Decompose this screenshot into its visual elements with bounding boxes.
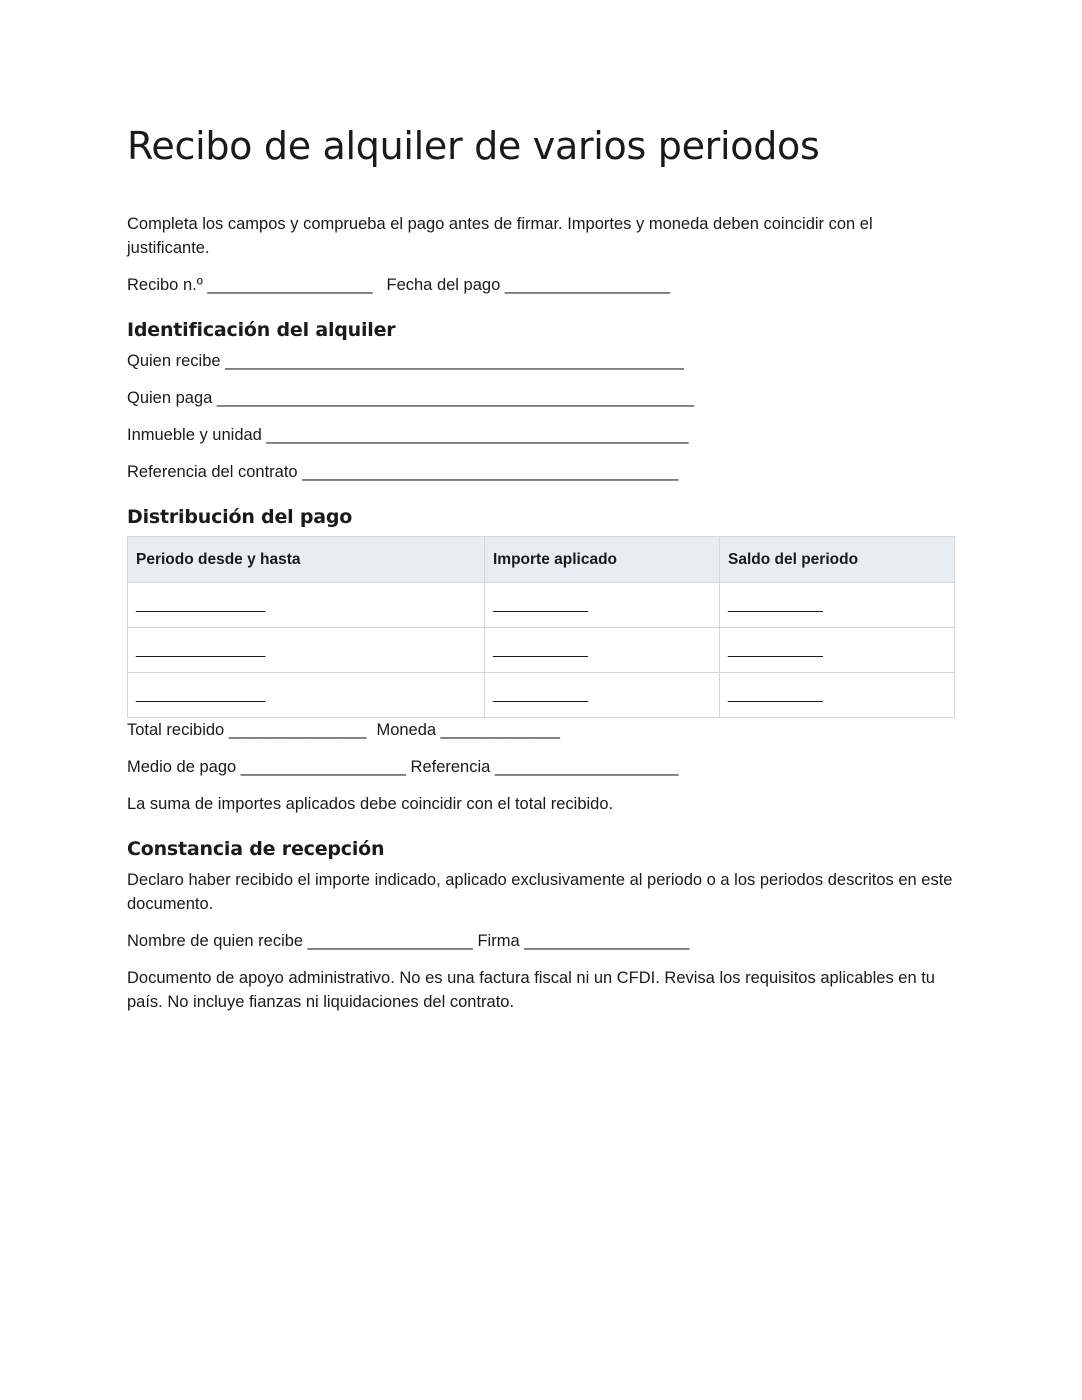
payment-method-field[interactable]: Medio de pago __________________ — [127, 758, 406, 776]
signature-field[interactable]: Firma __________________ — [477, 932, 690, 950]
contract-reference-field[interactable]: Referencia del contrato _________________________________________ — [127, 463, 679, 481]
disclaimer-text: Documento de apoyo administrativo. No es una factura fiscal ni un CFDI. Revisa los requisitos aplicables en tu país. No incluye fianzas ni liquidaciones del contrato. — [127, 969, 935, 1011]
section-heading-receipt: Constancia de recepción — [127, 838, 385, 860]
receipt-header-line — [127, 273, 955, 297]
table-row — [128, 628, 955, 673]
receiver-name-field[interactable]: Nombre de quien recibe __________________ — [127, 932, 473, 950]
signature-line — [127, 929, 955, 953]
payer-field[interactable]: Quien paga ____________________________________________________ — [127, 389, 695, 407]
total-received-field[interactable]: Total recibido _______________ — [127, 721, 367, 739]
section-heading-distribution: Distribución del pago — [127, 506, 353, 528]
payment-date-field[interactable]: Fecha del pago __________________ — [386, 276, 671, 294]
payment-reference-field[interactable]: Referencia ____________________ — [410, 758, 679, 776]
property-field[interactable]: Inmueble y unidad ______________________________________________ — [127, 426, 689, 444]
table-row — [128, 583, 955, 628]
sum-note: La suma de importes aplicados debe coincidir con el total recibido. — [127, 795, 614, 813]
column-header-amount: Importe aplicado — [485, 537, 720, 583]
document-page — [127, 118, 955, 1027]
totals-line — [127, 718, 955, 742]
period-cell[interactable]: _______________ — [128, 628, 485, 673]
section-heading-identification: Identificación del alquiler — [127, 319, 396, 341]
balance-cell[interactable]: ___________ — [720, 628, 955, 673]
page-title: Recibo de alquiler de varios periodos — [127, 124, 820, 168]
amount-cell[interactable]: ___________ — [485, 628, 720, 673]
intro-text: Completa los campos y comprueba el pago antes de firmar. Importes y moneda deben coincidir con el justificante. — [127, 215, 873, 257]
table-header-row — [128, 537, 955, 583]
distribution-table — [127, 536, 955, 718]
table-row — [128, 673, 955, 718]
receipt-number-field[interactable]: Recibo n.º __________________ — [127, 276, 373, 294]
payment-method-line — [127, 755, 955, 779]
column-header-period: Periodo desde y hasta — [128, 537, 485, 583]
amount-cell[interactable]: ___________ — [485, 583, 720, 628]
period-cell[interactable]: _______________ — [128, 583, 485, 628]
receiver-field[interactable]: Quien recibe __________________________________________________ — [127, 352, 684, 370]
balance-cell[interactable]: ___________ — [720, 583, 955, 628]
balance-cell[interactable]: ___________ — [720, 673, 955, 718]
period-cell[interactable]: _______________ — [128, 673, 485, 718]
column-header-balance: Saldo del periodo — [720, 537, 955, 583]
declaration-text: Declaro haber recibido el importe indicado, aplicado exclusivamente al periodo o a los periodos descritos en este documento. — [127, 871, 953, 913]
currency-field[interactable]: Moneda _____________ — [376, 721, 560, 739]
amount-cell[interactable]: ___________ — [485, 673, 720, 718]
